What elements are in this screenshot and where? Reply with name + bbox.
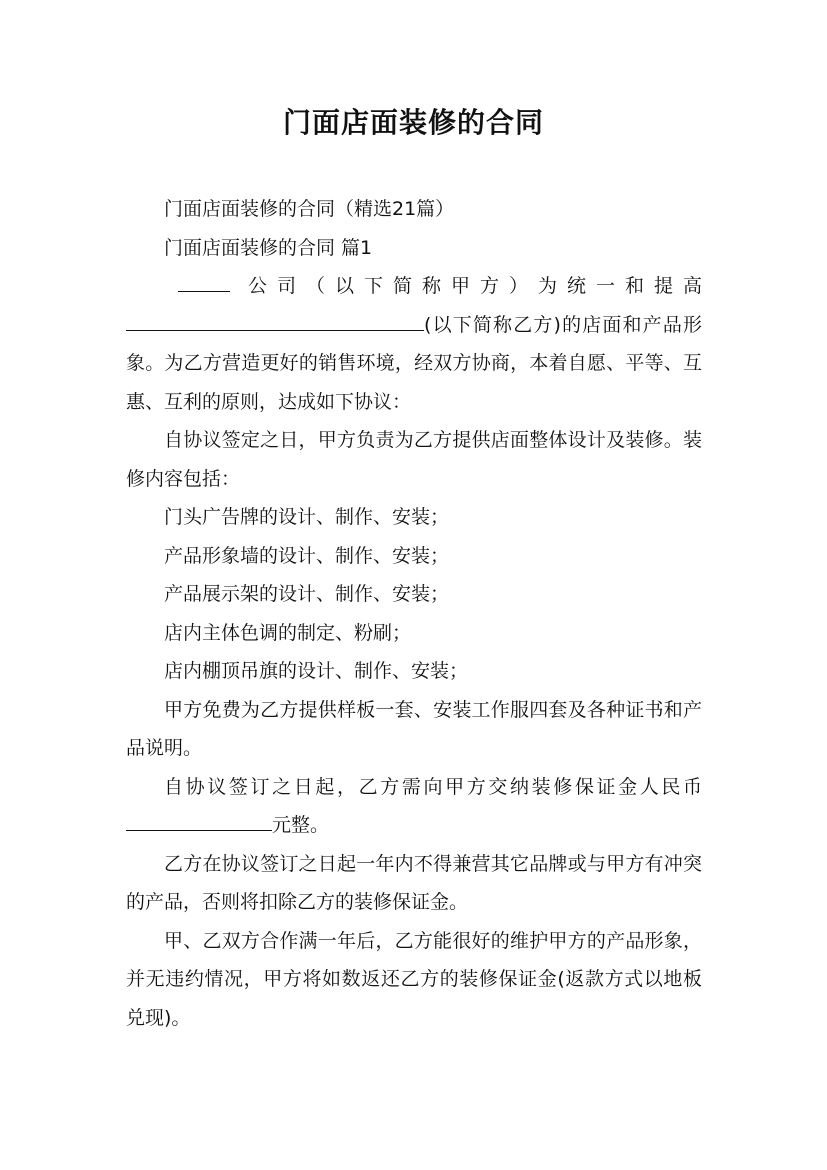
deposit-part2: 元整。 xyxy=(272,814,330,836)
deposit-paragraph xyxy=(126,768,702,845)
clause-exclusive: 乙方在协议签订之日起一年内不得兼营其它品牌或与甲方有冲突的产品，否则将扣除乙方的装修保证金。 xyxy=(126,852,702,913)
clause-design: 自协议签定之日，甲方负责为乙方提供店面整体设计及装修。装修内容包括： xyxy=(126,429,702,490)
list-item: 店内主体色调的制定、粉刷； xyxy=(164,621,412,644)
intro-part2: (以下简称乙方)的店面和产品形象。为乙方营造更好的销售环境，经双方协商，本着自愿、平等、互惠、互利的原则，达成如下协议： xyxy=(126,313,702,413)
clause-free: 甲方免费为乙方提供样板一套、安装工作服四套及各种证书和产品说明。 xyxy=(126,698,702,759)
document-title: 门面店面装修的合同 xyxy=(282,106,544,139)
party-b-name-blank xyxy=(126,310,424,331)
list-item: 店内棚顶吊旗的设计、制作、安装； xyxy=(164,660,469,682)
document-body xyxy=(126,190,702,1037)
intro-part1: 公司（以下简称甲方）为统一和提高 xyxy=(238,275,702,297)
company-name-blank xyxy=(178,271,230,292)
list-item: 产品展示架的设计、制作、安装； xyxy=(164,583,450,605)
list-item: 门头广告牌的设计、制作、安装； xyxy=(164,506,450,528)
deposit-part1: 自协议签订之日起，乙方需向甲方交纳装修保证金人民币 xyxy=(164,775,702,798)
clause-refund: 甲、乙双方合作满一年后，乙方能很好的维护甲方的产品形象，并无违约情况，甲方将如数返还乙方的装修保证金(返款方式以地板兑现)。 xyxy=(126,929,702,1029)
intro-paragraph xyxy=(126,267,702,421)
section-heading: 门面店面装修的合同 篇1 xyxy=(164,236,373,259)
deposit-amount-blank xyxy=(126,810,272,831)
document-subtitle: 门面店面装修的合同（精选21篇） xyxy=(164,198,455,220)
list-item: 产品形象墙的设计、制作、安装； xyxy=(164,544,450,567)
intro-first-line xyxy=(126,267,702,306)
